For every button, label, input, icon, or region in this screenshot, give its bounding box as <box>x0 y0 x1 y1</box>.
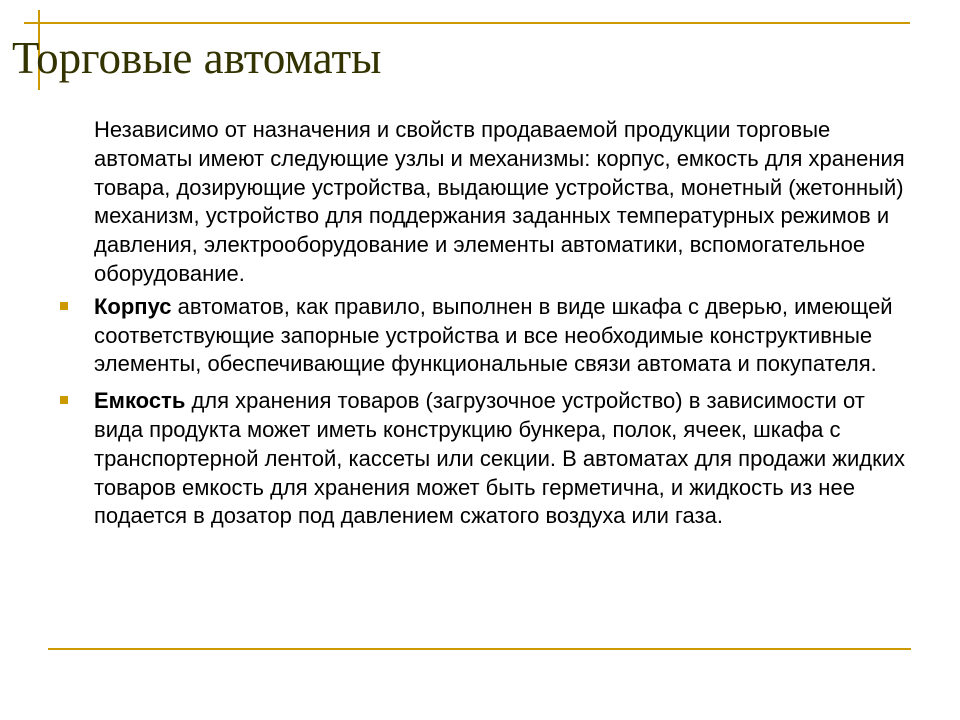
square-bullet-icon <box>60 302 68 310</box>
slide-body <box>56 116 916 539</box>
bullet-text: для хранения товаров (загрузочное устройство) в зависимости от вида продукта может иметь конструкцию бункера, полок, ячеек, шкафа с транспортерной лентой, кассеты или секции. В автоматах для продажи жидких товаров емкость для хранения может быть герметична, и жидкость из нее подается в дозатор под давлением сжатого воздуха или газа. <box>94 388 906 529</box>
bottom-rule <box>48 648 911 650</box>
bullet-item-emkost <box>56 387 916 531</box>
bullet-item-korpus <box>56 293 916 379</box>
bullet-text: автоматов, как правило, выполнен в виде шкафа с дверью, имеющей соответствующие запорные устройства и все необходимые конструктивные элементы, обеспечивающие функциональные связи автомата и покупателя. <box>94 293 893 377</box>
bullet-term: Корпус <box>94 293 172 319</box>
slide-title: Торговые автоматы <box>12 33 382 83</box>
top-rule <box>24 22 910 24</box>
bullet-term: Емкость <box>94 388 186 414</box>
square-bullet-icon <box>60 396 68 404</box>
intro-paragraph: Независимо от назначения и свойств продаваемой продукции торговые автоматы имеют следующие узлы и механизмы: корпус, емкость для хранения товара, дозирующие устройства, выдающие устройства, монетный (жетонный) механизм, устройство для поддержания заданных температурных режимов и давления, электрооборудование и элементы автоматики, вспомогательное оборудование. <box>94 117 905 286</box>
